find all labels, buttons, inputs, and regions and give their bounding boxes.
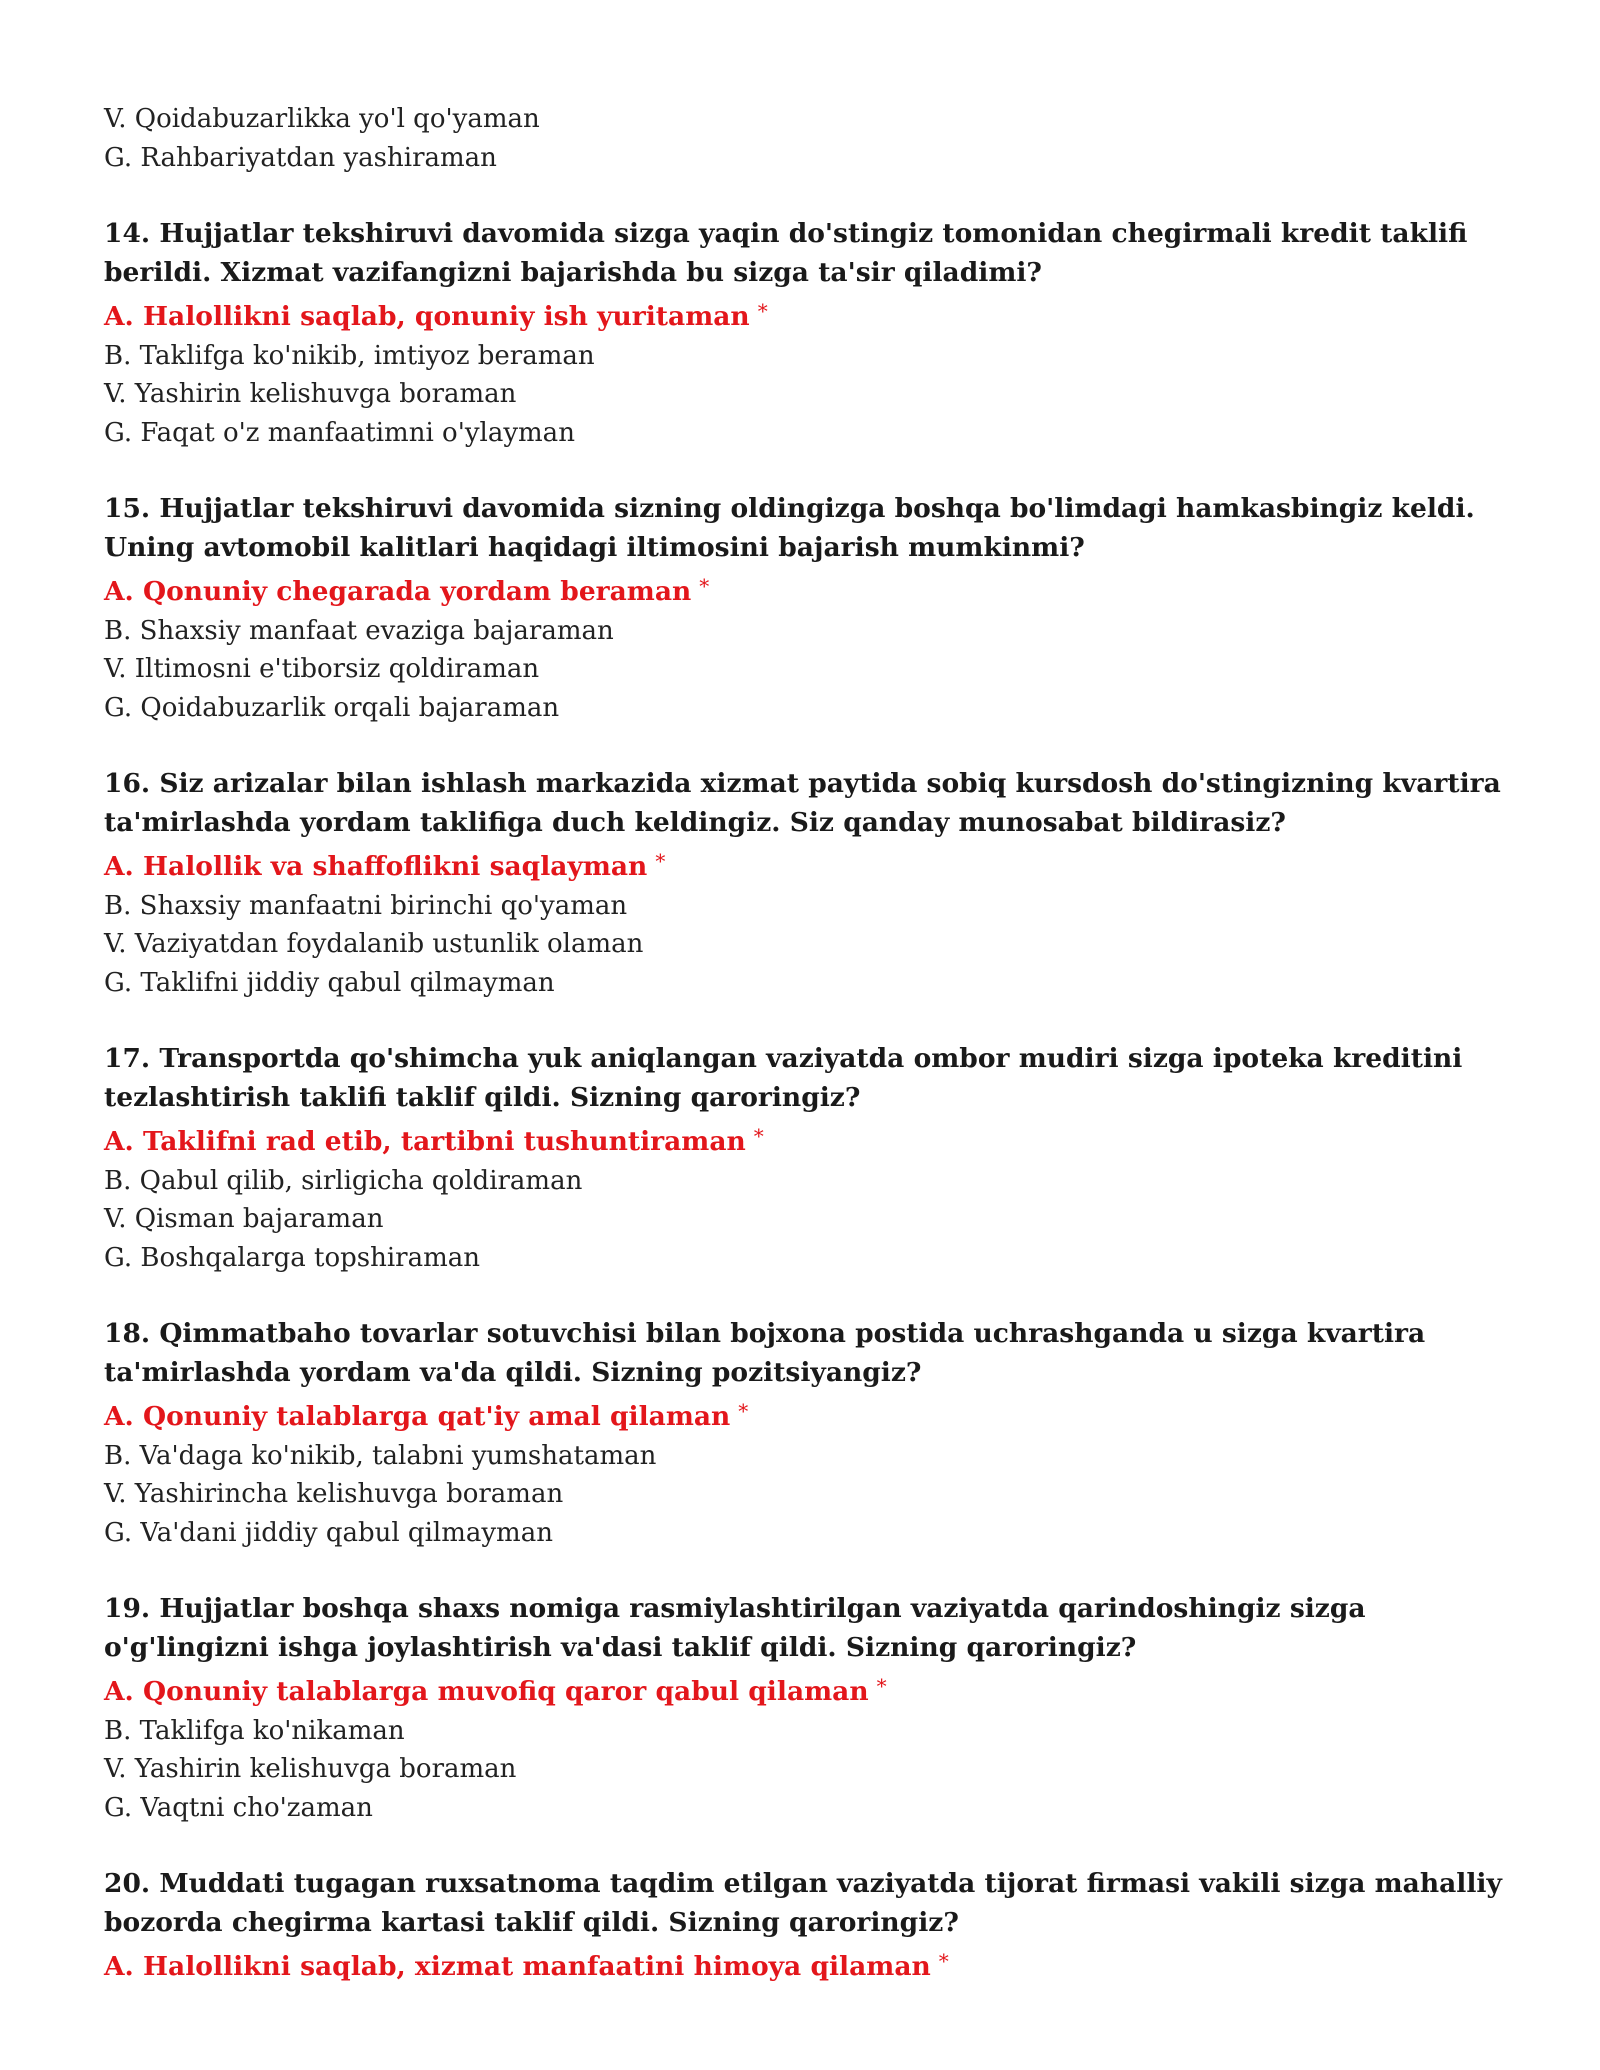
- option-g: G. Rahbariyatdan yashiraman: [104, 142, 497, 173]
- question-text: 20. Muddati tugagan ruxsatnoma taqdim etilgan vaziyatda tijorat firmasi vakili sizga mahalliy bozorda chegirma kartasi taklif qildi. Sizning qaroringiz?: [104, 1868, 1502, 1938]
- correct-marker: *: [753, 1124, 764, 1148]
- option-v: V. Qoidabuzarlikka yo'l qo'yaman: [104, 104, 540, 134]
- option-g: G. Vaqtni cho'zaman: [104, 1792, 373, 1823]
- question-text: 17. Transportda qo'shimcha yuk aniqlangan vaziyatda ombor mudiri sizga ipoteka kreditini tezlashtirish taklifi taklif qildi. Sizning qaroringiz?: [104, 1043, 1463, 1113]
- option-v: V. Yashirin kelishuvga boraman: [104, 1754, 517, 1784]
- option-g: G. Faqat o'z manfaatimni o'ylayman: [104, 417, 575, 448]
- correct-marker: *: [738, 1399, 749, 1423]
- option-b: B. Qabul qilib, sirligicha qoldiraman: [104, 1165, 583, 1196]
- question-text: 14. Hujjatlar tekshiruvi davomida sizga yaqin do'stingiz tomonidan chegirmali kredit taklifi berildi. Xizmat vazifangizni bajarishda bu sizga ta'sir qiladimi?: [104, 218, 1468, 288]
- question-19: [104, 1590, 1524, 1827]
- question-14: [104, 215, 1524, 452]
- option-b: B. Va'daga ko'nikib, talabni yumshataman: [104, 1440, 657, 1471]
- question-text: 19. Hujjatlar boshqa shaxs nomiga rasmiylashtirilgan vaziyatda qarindoshingiz sizga o'g'lingizni ishga joylashtirish va'dasi taklif qildi. Sizning qaroringiz?: [104, 1593, 1366, 1663]
- correct-option: A. Halollikni saqlab, qonuniy ish yuritaman *: [104, 299, 768, 332]
- option-g: G. Qoidabuzarlik orqali bajaraman: [104, 692, 560, 723]
- option-b: B. Shaxsiy manfaat evaziga bajaraman: [104, 615, 614, 646]
- correct-option: A. Qonuniy talablarga qat'iy amal qilaman *: [104, 1399, 749, 1432]
- correct-marker: *: [655, 849, 666, 873]
- question-text: 15. Hujjatlar tekshiruvi davomida sizning oldingizga boshqa bo'limdagi hamkasbingiz keldi. Uning avtomobil kalitlari haqidagi iltimosini bajarish mumkinmi?: [104, 493, 1475, 563]
- option-b: B. Shaxsiy manfaatni birinchi qo'yaman: [104, 890, 628, 921]
- option-b: B. Taklifga ko'nikib, imtiyoz beraman: [104, 340, 595, 371]
- correct-option: A. Qonuniy chegarada yordam beraman *: [104, 574, 710, 607]
- option-g: G. Va'dani jiddiy qabul qilmayman: [104, 1517, 553, 1548]
- question-17: [104, 1040, 1524, 1277]
- option-v: V. Yashirincha kelishuvga boraman: [104, 1479, 564, 1509]
- option-v: V. Iltimosni e'tiborsiz qoldiraman: [104, 654, 540, 684]
- question-20: [104, 1865, 1524, 1987]
- option-v: V. Qisman bajaraman: [104, 1204, 384, 1234]
- option-v: V. Vaziyatdan foydalanib ustunlik olaman: [104, 929, 644, 959]
- correct-option: A. Halollikni saqlab, xizmat manfaatini himoya qilaman *: [104, 1949, 949, 1982]
- correct-marker: *: [938, 1949, 949, 1973]
- correct-option: A. Qonuniy talablarga muvofiq qaror qabul qilaman *: [104, 1674, 887, 1707]
- document-page: [104, 100, 1524, 1987]
- option-g: G. Taklifni jiddiy qabul qilmayman: [104, 967, 555, 998]
- question-text: 18. Qimmatbaho tovarlar sotuvchisi bilan bojxona postida uchrashganda u sizga kvartira ta'mirlashda yordam va'da qildi. Sizning pozitsiyangiz?: [104, 1318, 1426, 1388]
- correct-marker: *: [757, 299, 768, 323]
- correct-option: A. Halollik va shaffoflikni saqlayman *: [104, 849, 666, 882]
- question-15: [104, 490, 1524, 727]
- question-text: 16. Siz arizalar bilan ishlash markazida xizmat paytida sobiq kursdosh do'stingizning kvartira ta'mirlashda yordam taklifiga duch keldingiz. Siz qanday munosabat bildirasiz?: [104, 768, 1501, 838]
- option-b: B. Taklifga ko'nikaman: [104, 1715, 405, 1746]
- option-g: G. Boshqalarga topshiraman: [104, 1242, 480, 1273]
- option-v: V. Yashirin kelishuvga boraman: [104, 379, 517, 409]
- correct-marker: *: [699, 574, 710, 598]
- question-18: [104, 1315, 1524, 1552]
- question-16: [104, 765, 1524, 1002]
- correct-marker: *: [876, 1674, 887, 1698]
- correct-option: A. Taklifni rad etib, tartibni tushuntiraman *: [104, 1124, 764, 1157]
